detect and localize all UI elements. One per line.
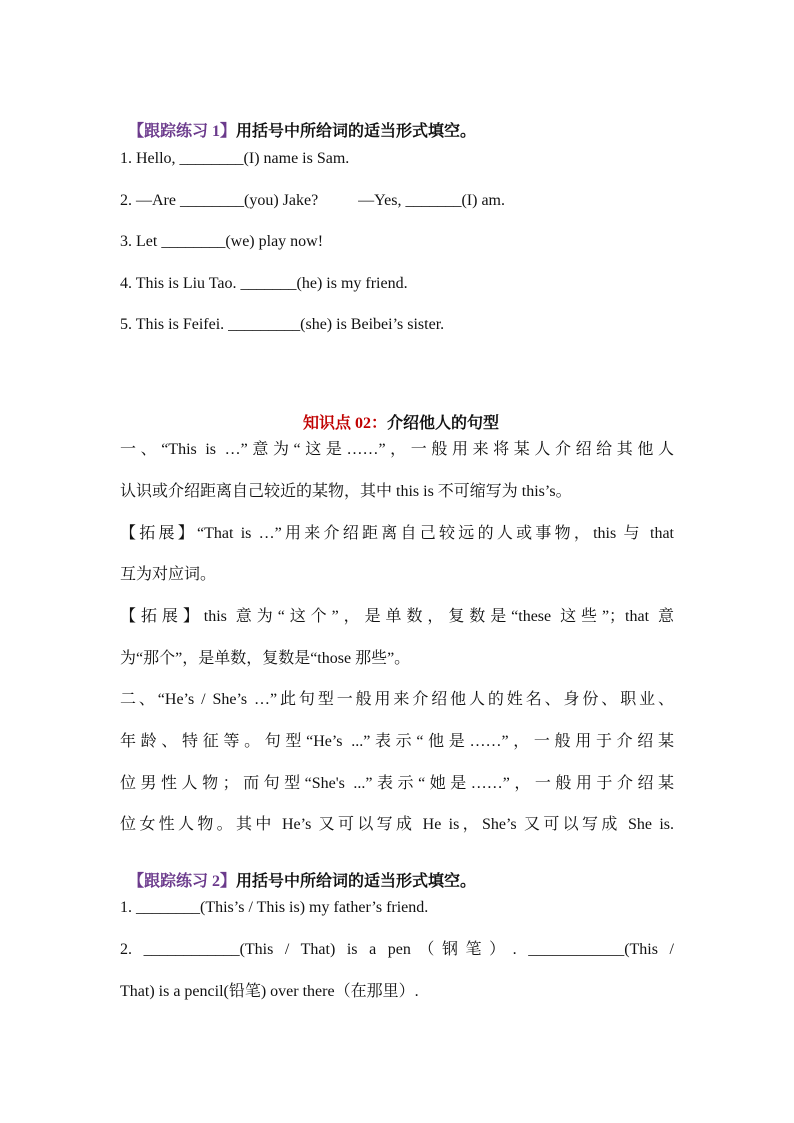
body-line-4: 互为对应词。 bbox=[120, 566, 217, 583]
practice1-instruction: 用括号中所给词的适当形式填空。 bbox=[236, 123, 477, 140]
practice1-item-1: 1. Hello, ________(I) name is Sam. bbox=[120, 150, 350, 167]
practice2-item-2: 2. ____________(This / That) is a pen（钢笔）. ____________(This / bbox=[120, 941, 674, 958]
practice2-tag: 【跟踪练习 2】 bbox=[128, 873, 237, 890]
body-line-8: 年龄、特征等。句型“He’s ...”表示“他是……”，一般用于介绍某 bbox=[120, 733, 674, 750]
section-title-label: 知识点 02： bbox=[302, 415, 387, 432]
body-line-7: 二、“He’s / She’s …”此句型一般用来介绍他人的姓名、身份、职业、 bbox=[120, 691, 674, 708]
practice2-item-1: 1. ________(This’s / This is) my father’s friend. bbox=[120, 899, 429, 916]
body-line-3: 【拓展】“That is …”用来介绍距离自己较远的人或事物，this 与 that bbox=[120, 525, 674, 542]
practice1-tag: 【跟踪练习 1】 bbox=[128, 123, 237, 140]
practice2-heading bbox=[120, 858, 476, 890]
body-line-9: 位男性人物；而句型“She's ...”表示“她是……”，一般用于介绍某 bbox=[120, 775, 674, 792]
practice1-heading bbox=[120, 108, 476, 140]
practice1-item-3: 3. Let ________(we) play now! bbox=[120, 233, 324, 250]
section-title bbox=[0, 400, 794, 432]
body-line-2: 认识或介绍距离自己较近的某物，其中 this is 不可缩写为 this’s。 bbox=[120, 483, 572, 500]
body-line-6: 为“那个”，是单数，复数是“those 那些”。 bbox=[120, 650, 411, 667]
body-line-5: 【拓展】this 意为“这个”，是单数，复数是“these 这些”；that 意 bbox=[120, 608, 674, 625]
body-line-10: 位女性人物。其中 He’s 又可以写成 He is，She’s 又可以写成 She is. bbox=[120, 816, 674, 833]
section-title-rest: 介绍他人的句型 bbox=[387, 415, 500, 432]
body-line-1: 一、“This is …”意为“这是……”，一般用来将某人介绍给其他人 bbox=[120, 441, 674, 458]
practice2-instruction: 用括号中所给词的适当形式填空。 bbox=[236, 873, 477, 890]
practice2-item-2-cont: That) is a pencil(铅笔) over there（在那里）. bbox=[120, 983, 419, 1000]
practice1-item-2: 2. —Are ________(you) Jake? —Yes, _______(I) am. bbox=[120, 192, 505, 209]
practice1-item-5: 5. This is Feifei. _________(she) is Beibei’s sister. bbox=[120, 316, 445, 333]
practice1-item-4: 4. This is Liu Tao. _______(he) is my friend. bbox=[120, 275, 408, 292]
